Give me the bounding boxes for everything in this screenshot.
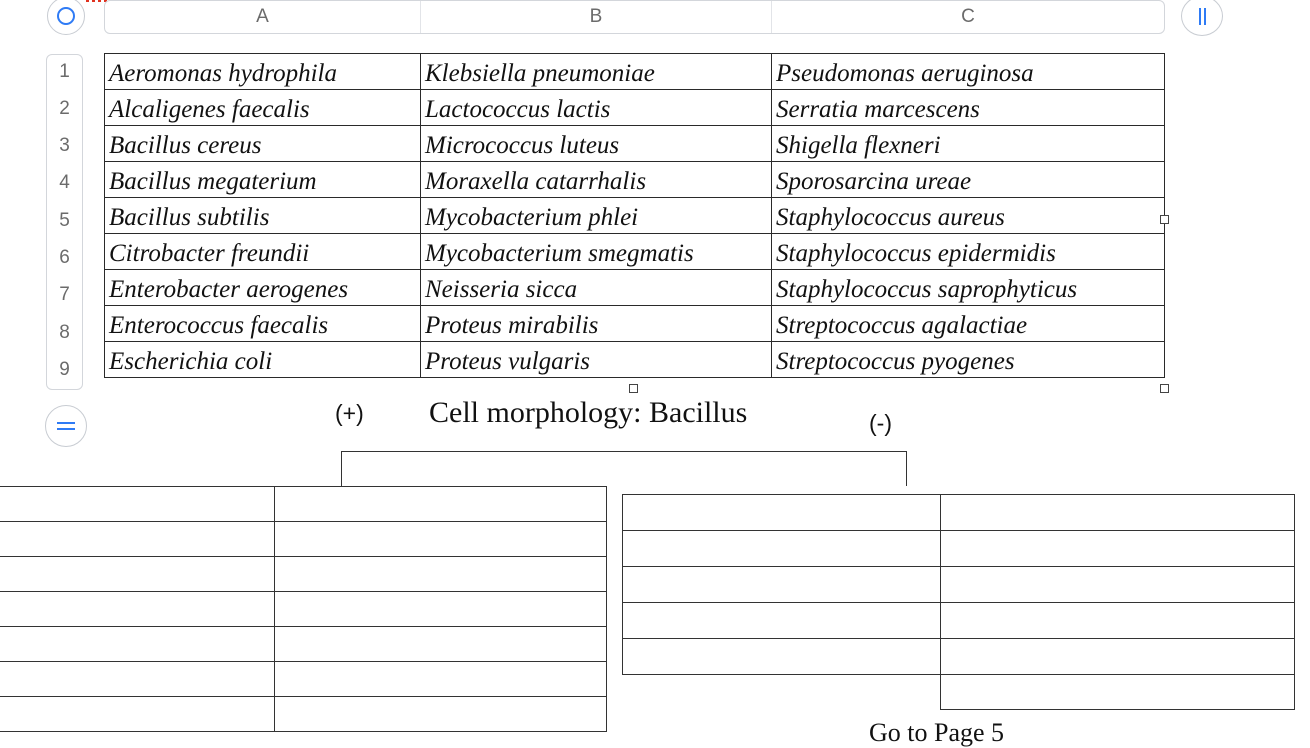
grid-cell[interactable] (0, 697, 275, 732)
grid-cell[interactable] (941, 675, 1295, 710)
grid-cell[interactable] (623, 495, 941, 531)
grid-cell[interactable] (941, 567, 1295, 603)
table-cell[interactable]: Citrobacter freundii (105, 234, 421, 270)
table-cell[interactable]: Bacillus megaterium (105, 162, 421, 198)
table-row (105, 234, 1165, 270)
grid-cell[interactable] (623, 639, 941, 675)
table-row (105, 342, 1165, 378)
grid-cell[interactable] (275, 662, 607, 697)
table-cell[interactable]: Proteus mirabilis (421, 306, 772, 342)
grid-cell[interactable] (941, 531, 1295, 567)
table-cell[interactable]: Mycobacterium smegmatis (421, 234, 772, 270)
grid-cell[interactable] (941, 495, 1295, 531)
grid-cell[interactable] (941, 603, 1295, 639)
positive-results-grid[interactable] (0, 486, 607, 732)
column-header-bar[interactable] (104, 0, 1165, 34)
row-header-3[interactable]: 3 (59, 135, 70, 156)
row-header-5[interactable]: 5 (59, 210, 70, 231)
row-header-2[interactable]: 2 (59, 98, 70, 119)
circle-icon (57, 7, 75, 25)
column-header-b[interactable]: B (589, 6, 603, 27)
grid-cell[interactable] (0, 557, 275, 592)
column-header-c[interactable]: C (961, 6, 975, 27)
go-to-page-link[interactable]: Go to Page 5 (869, 718, 1005, 747)
table-row (105, 162, 1165, 198)
table-cell[interactable]: Staphylococcus saprophyticus (772, 270, 1165, 306)
table-cell[interactable]: Moraxella catarrhalis (421, 162, 772, 198)
table-cell[interactable]: Klebsiella pneumoniae (421, 54, 772, 90)
grid-cell[interactable] (0, 592, 275, 627)
table-cell[interactable]: Enterobacter aerogenes (105, 270, 421, 306)
grid-cell[interactable] (0, 627, 275, 662)
grid-cell[interactable] (275, 592, 607, 627)
resize-handle-bottom[interactable] (629, 384, 638, 393)
resize-handle-right[interactable] (1160, 215, 1169, 224)
grid-cell[interactable] (275, 522, 607, 557)
equal-icon (57, 422, 75, 424)
table-row (105, 54, 1165, 90)
table-row (105, 270, 1165, 306)
table-cell[interactable]: Neisseria sicca (421, 270, 772, 306)
table-row (105, 90, 1165, 126)
table-cell[interactable]: Bacillus cereus (105, 126, 421, 162)
table-cell[interactable]: Lactococcus lactis (421, 90, 772, 126)
species-table[interactable] (104, 53, 1165, 378)
negative-label: (-) (869, 410, 892, 436)
branch-bracket (341, 451, 907, 486)
row-header-8[interactable]: 8 (59, 322, 70, 343)
pause-icon-bar (1204, 8, 1206, 25)
row-header-6[interactable]: 6 (59, 247, 70, 268)
grid-cell[interactable] (0, 487, 275, 522)
positive-label: (+) (335, 400, 364, 426)
table-row (105, 198, 1165, 234)
table-cell[interactable]: Pseudomonas aeruginosa (772, 54, 1165, 90)
grid-cell-empty (623, 675, 941, 710)
table-cell[interactable]: Serratia marcescens (772, 90, 1165, 126)
table-cell[interactable]: Streptococcus agalactiae (772, 306, 1165, 342)
grid-cell[interactable] (941, 639, 1295, 675)
page-title: Cell morphology: Bacillus (429, 396, 748, 429)
table-cell[interactable]: Proteus vulgaris (421, 342, 772, 378)
table-cell[interactable]: Alcaligenes faecalis (105, 90, 421, 126)
row-header-9[interactable]: 9 (59, 359, 70, 380)
grid-cell[interactable] (0, 522, 275, 557)
row-header-7[interactable]: 7 (59, 284, 70, 305)
column-header-a[interactable]: A (256, 6, 269, 27)
grid-cell[interactable] (623, 603, 941, 639)
equal-icon-line (57, 428, 75, 430)
row-header-4[interactable]: 4 (59, 172, 70, 193)
table-cell[interactable]: Enterococcus faecalis (105, 306, 421, 342)
negative-results-grid[interactable] (622, 494, 1295, 710)
grid-cell[interactable] (275, 697, 607, 732)
table-row (105, 306, 1165, 342)
grid-cell[interactable] (275, 557, 607, 592)
grid-cell[interactable] (275, 627, 607, 662)
table-cell[interactable]: Staphylococcus aureus (772, 198, 1165, 234)
table-row (105, 126, 1165, 162)
select-all-control[interactable] (47, 0, 85, 35)
table-cell[interactable]: Bacillus subtilis (105, 198, 421, 234)
grid-cell[interactable] (275, 487, 607, 522)
pause-control[interactable] (1181, 0, 1223, 36)
row-header-1[interactable]: 1 (59, 61, 70, 82)
pause-icon (1199, 8, 1201, 25)
table-cell[interactable]: Mycobacterium phlei (421, 198, 772, 234)
grid-cell[interactable] (0, 662, 275, 697)
grid-cell[interactable] (623, 531, 941, 567)
table-cell[interactable]: Staphylococcus epidermidis (772, 234, 1165, 270)
table-cell[interactable]: Sporosarcina ureae (772, 162, 1165, 198)
table-cell[interactable]: Aeromonas hydrophila (105, 54, 421, 90)
table-cell[interactable]: Micrococcus luteus (421, 126, 772, 162)
table-cell[interactable]: Escherichia coli (105, 342, 421, 378)
table-cell[interactable]: Streptococcus pyogenes (772, 342, 1165, 378)
grid-cell[interactable] (623, 567, 941, 603)
row-header-bar[interactable] (46, 54, 83, 390)
resize-handle-corner[interactable] (1160, 384, 1169, 393)
add-row-control[interactable] (45, 405, 87, 447)
table-cell[interactable]: Shigella flexneri (772, 126, 1165, 162)
